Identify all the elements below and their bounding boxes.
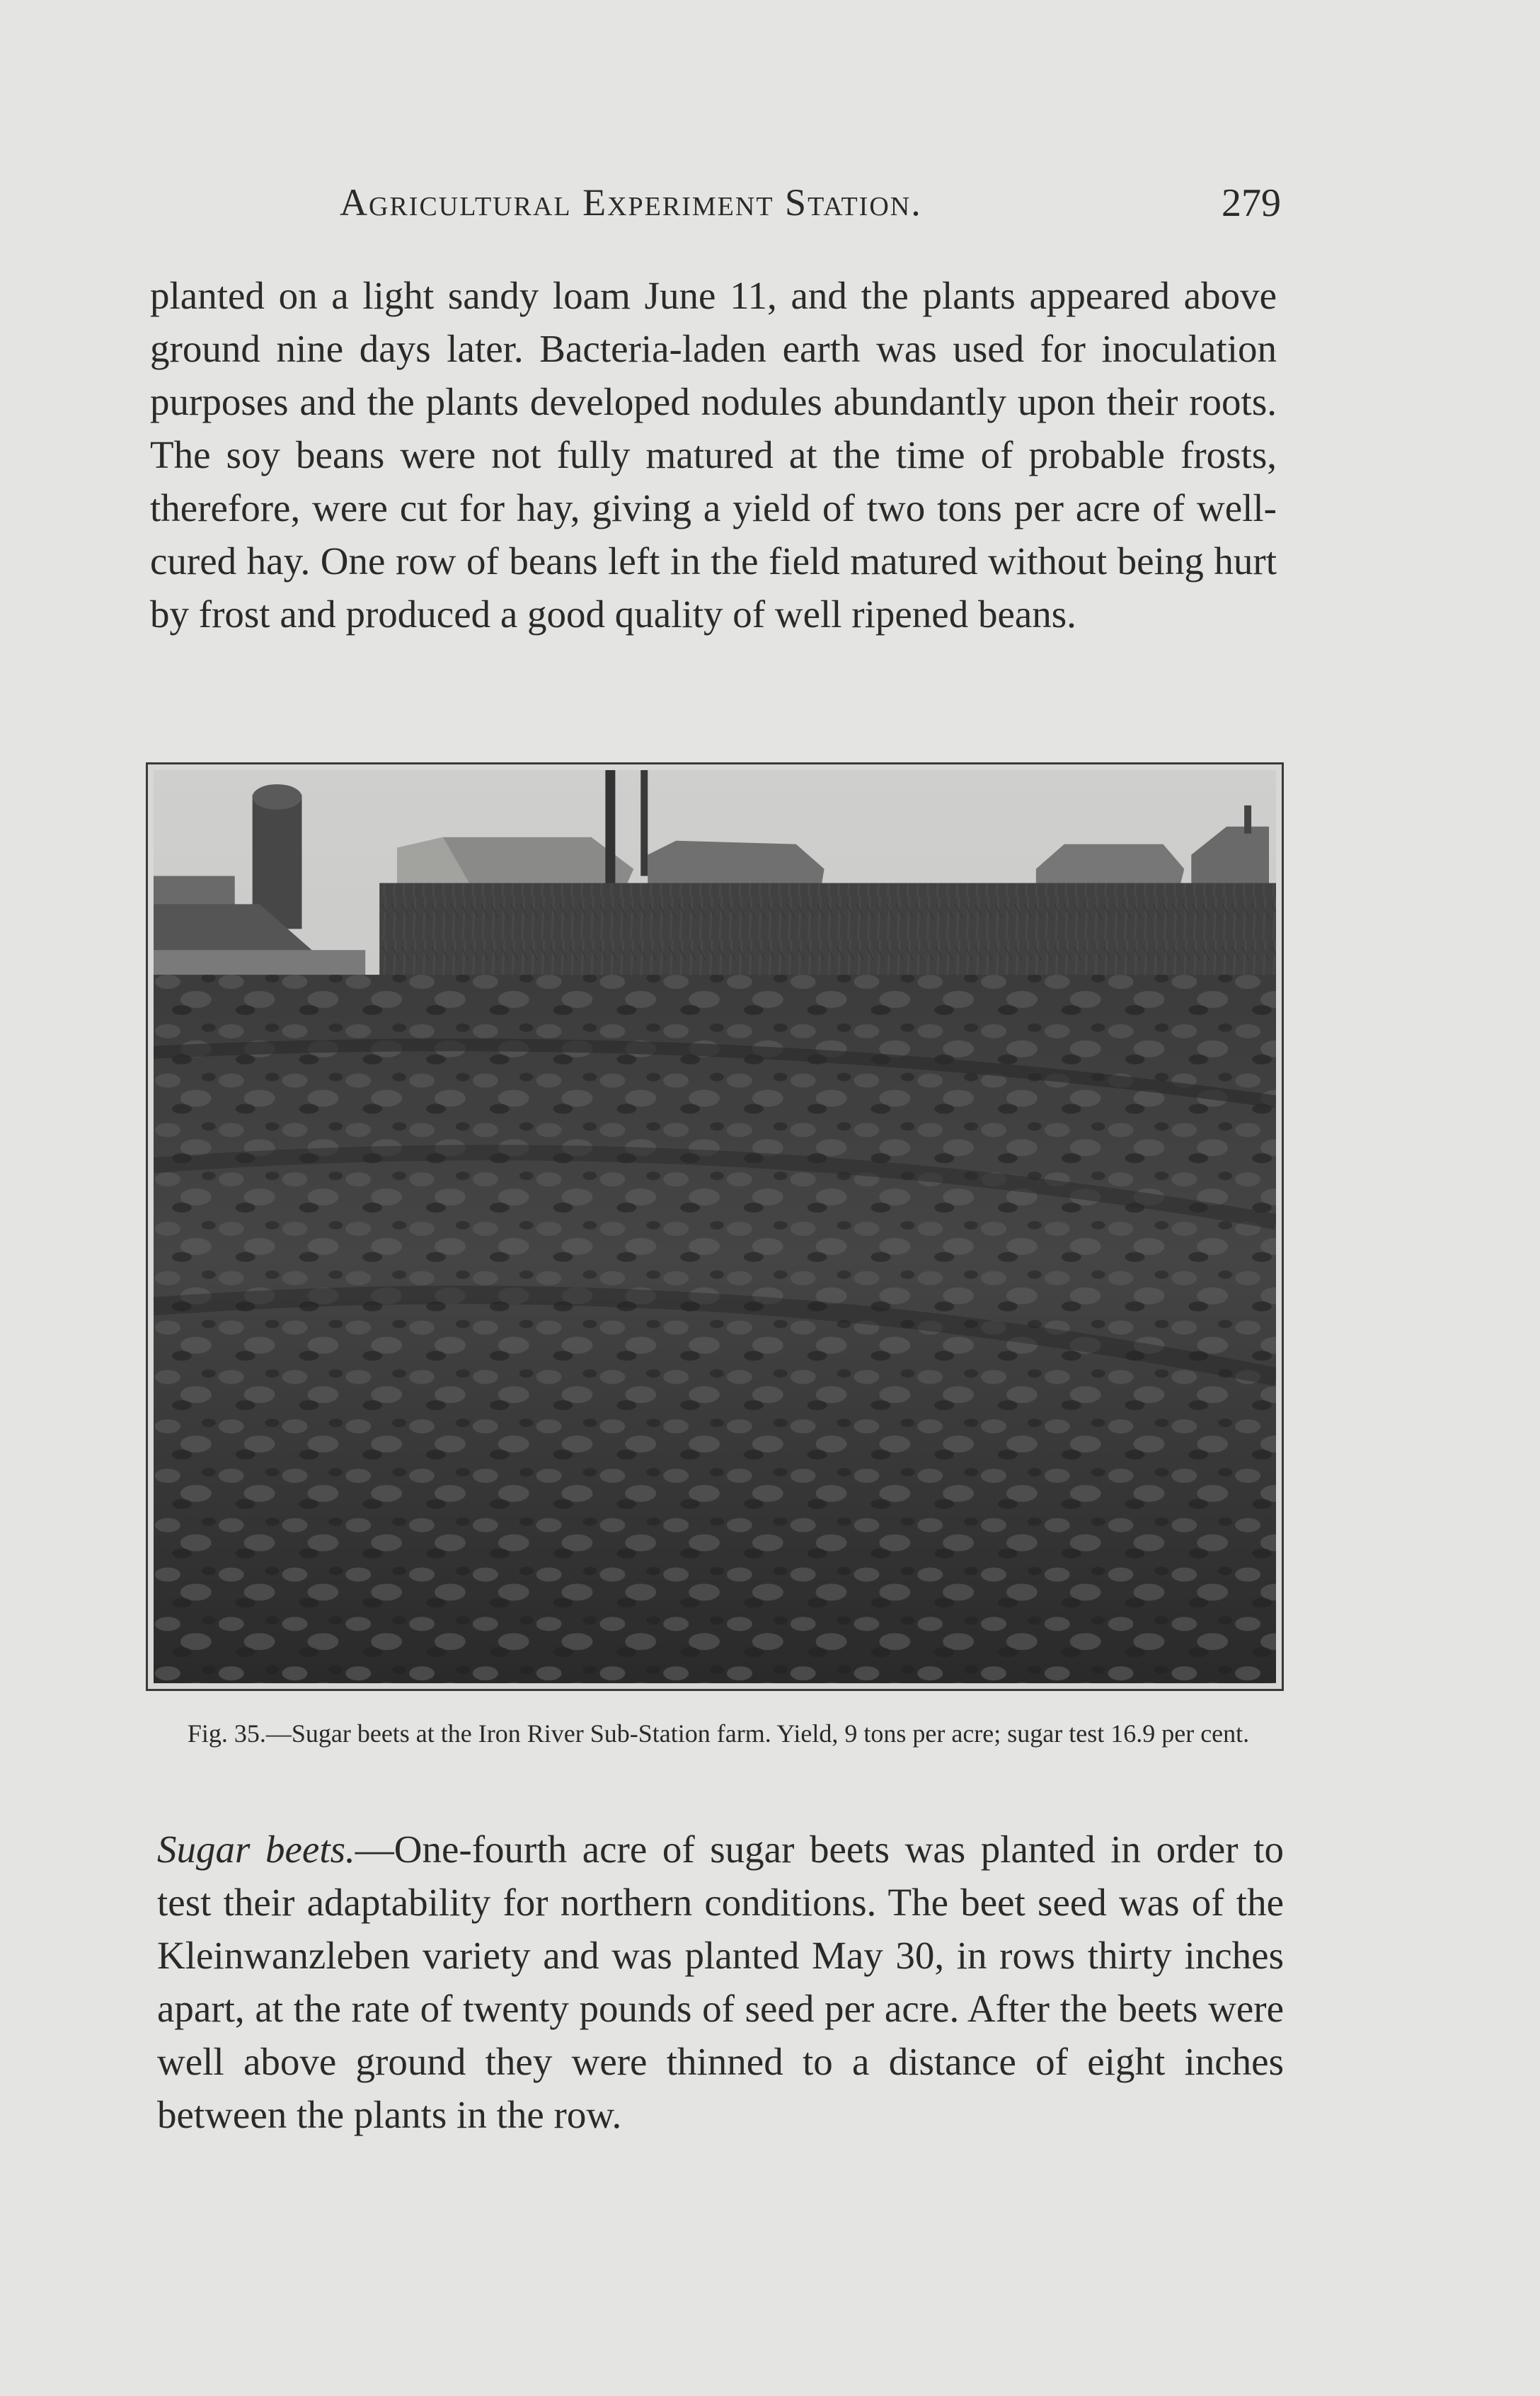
running-title: Agricultural Experiment Station. bbox=[340, 181, 922, 224]
section-body-text: —One-fourth acre of sugar beets was planted in order to test their adaptability for northern conditions. The beet seed was of the Kleinwanzleben variety and was planted May 30, in rows thirty inches apart, at the rate of twenty pounds of seed per acre. After the beets were well above ground they were thinned to a distance of eight inches between the plants in the row. bbox=[157, 1828, 1284, 2136]
sugar-beet-field-photo bbox=[154, 770, 1276, 1683]
figure-photograph bbox=[146, 762, 1284, 1691]
body-paragraph-continuation: planted on a light sandy loam June 11, and the plants appeared above ground nine days later. Bacteria-laden earth was used for inoculation purposes and the plants developed nodules abundantly upon their roots. The soy beans were not fully matured at the time of probable frosts, therefore, were cut for hay, giving a yield of two tons per acre of well-cured hay. One row of beans left in the field matured without being hurt by frost and produced a good quality of well ripened beans. bbox=[150, 274, 1277, 636]
page-number: 279 bbox=[1222, 181, 1281, 225]
page-header bbox=[340, 180, 1281, 237]
figure-caption: Fig. 35.—Sugar beets at the Iron River Sub-Station farm. Yield, 9 tons per acre; sugar test 16.9 per cent. bbox=[187, 1719, 1250, 1748]
section-lead-italic: Sugar beets. bbox=[157, 1828, 355, 1871]
body-paragraph-sugar-beets bbox=[157, 1823, 1284, 2141]
